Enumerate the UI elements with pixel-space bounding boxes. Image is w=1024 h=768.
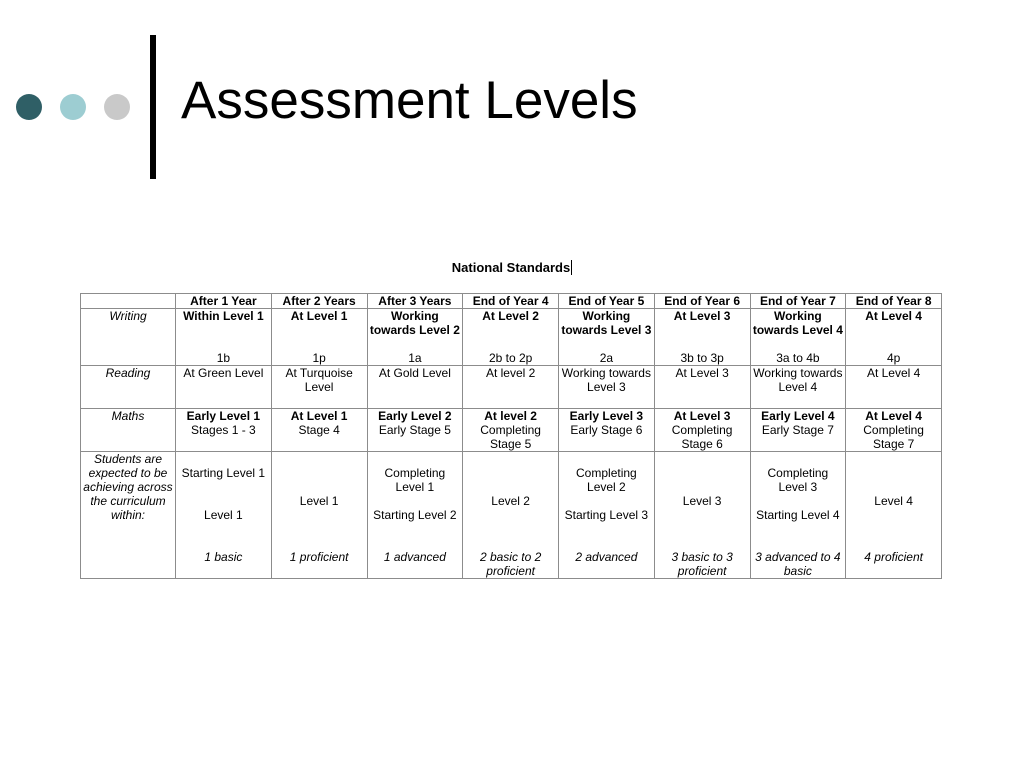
maths-level: At Level 1: [290, 409, 348, 423]
gray-dot: [104, 94, 130, 120]
row-label-writing: Writing: [81, 309, 176, 366]
row-label-maths: Maths: [81, 409, 176, 452]
document-heading: [0, 260, 1024, 275]
header-after-2-years: After 2 Years: [271, 294, 367, 309]
header-after-3-years: After 3 Years: [367, 294, 463, 309]
maths-stage: Completing Stage 6: [671, 423, 733, 451]
header-end-of-year-4: End of Year 4: [463, 294, 559, 309]
curriculum-grade: 2 basic to 2 proficient: [479, 550, 542, 578]
writing-level: At Level 3: [673, 309, 731, 323]
writing-level: Within Level 1: [183, 309, 264, 323]
row-label-reading: Reading: [81, 366, 176, 409]
row-label-curriculum: Students are expected to be achieving across the curriculum within:: [81, 452, 176, 579]
writing-cell: [176, 309, 272, 366]
header-cell-empty: [81, 294, 176, 309]
curriculum-grade: 1 advanced: [383, 550, 446, 564]
writing-cell: [750, 309, 846, 366]
reading-cell: Working towards Level 4: [750, 366, 846, 409]
reading-row: [81, 366, 942, 409]
curriculum-grade: 2 advanced: [575, 550, 638, 564]
text-caret: [571, 260, 572, 275]
curriculum-cell: [271, 452, 367, 579]
slide-title: Assessment Levels: [181, 71, 638, 130]
reading-cell: At level 2: [463, 366, 559, 409]
curriculum-cell: [176, 452, 272, 579]
maths-cell: [750, 409, 846, 452]
curriculum-grade: 3 basic to 3 proficient: [671, 550, 733, 578]
header-after-1-year: After 1 Year: [176, 294, 272, 309]
curriculum-level: Level 3: [682, 494, 722, 508]
curriculum-grade: 1 basic: [204, 550, 243, 564]
curriculum-level: Level 1: [299, 494, 339, 508]
curriculum-grade: 4 proficient: [864, 550, 923, 564]
maths-cell: [271, 409, 367, 452]
curriculum-level: Level 4: [874, 494, 913, 508]
maths-stage: Early Stage 7: [761, 423, 834, 437]
writing-cell: [271, 309, 367, 366]
header-end-of-year-6: End of Year 6: [654, 294, 750, 309]
curriculum-next: Level 1: [204, 508, 243, 522]
header-end-of-year-5: End of Year 5: [559, 294, 655, 309]
maths-level: Early Level 1: [186, 409, 261, 423]
writing-sublevel: 1p: [312, 351, 326, 365]
writing-cell: [463, 309, 559, 366]
writing-cell: [846, 309, 942, 366]
maths-level: At Level 4: [865, 409, 922, 423]
header-end-of-year-8: End of Year 8: [846, 294, 942, 309]
title-divider: [150, 35, 156, 179]
light-teal-dot: [60, 94, 86, 120]
curriculum-grade: 3 advanced to 4 basic: [755, 550, 841, 578]
curriculum-next: Starting Level 2: [373, 508, 457, 522]
curriculum-start: Completing Level 1: [384, 466, 446, 494]
curriculum-start: Completing Level 2: [576, 466, 637, 494]
reading-cell: At Green Level: [176, 366, 272, 409]
reading-cell: At Turquoise Level: [271, 366, 367, 409]
reading-cell: At Level 3: [654, 366, 750, 409]
dark-teal-dot: [16, 94, 42, 120]
curriculum-cell: [367, 452, 463, 579]
header-end-of-year-7: End of Year 7: [750, 294, 846, 309]
maths-cell: [559, 409, 655, 452]
writing-sublevel: 3b to 3p: [680, 351, 724, 365]
maths-cell: [463, 409, 559, 452]
writing-level: At Level 4: [865, 309, 922, 323]
writing-level: Working towards Level 4: [752, 309, 843, 337]
maths-level: At Level 3: [673, 409, 731, 423]
curriculum-cell: [654, 452, 750, 579]
writing-sublevel: 1b: [216, 351, 231, 365]
curriculum-cell: [846, 452, 942, 579]
curriculum-start: Completing Level 3: [767, 466, 829, 494]
slide-bullet-dots: [16, 93, 148, 121]
writing-cell: [367, 309, 463, 366]
writing-level: At Level 2: [482, 309, 539, 323]
maths-row: [81, 409, 942, 452]
writing-sublevel: 1a: [408, 351, 422, 365]
maths-stage: Stages 1 - 3: [191, 423, 256, 437]
maths-stage: Completing Stage 7: [863, 423, 924, 451]
curriculum-cell: [463, 452, 559, 579]
curriculum-next: Starting Level 3: [564, 508, 649, 522]
reading-cell: Working towards Level 3: [559, 366, 655, 409]
maths-stage: Early Stage 5: [378, 423, 451, 437]
reading-cell: At Gold Level: [367, 366, 463, 409]
national-standards-table: [80, 293, 942, 579]
writing-cell: [559, 309, 655, 366]
curriculum-cell: [750, 452, 846, 579]
document-title: National Standards: [451, 260, 571, 275]
header-row: [81, 294, 942, 309]
curriculum-level: Level 2: [491, 494, 530, 508]
maths-level: Early Level 3: [569, 409, 644, 423]
curriculum-grade: 1 proficient: [289, 550, 349, 564]
writing-row: [81, 309, 942, 366]
maths-stage: Early Stage 6: [570, 423, 643, 437]
maths-cell: [367, 409, 463, 452]
maths-level: Early Level 4: [761, 409, 835, 423]
curriculum-cell: [559, 452, 655, 579]
writing-cell: [654, 309, 750, 366]
maths-level: At level 2: [484, 409, 537, 423]
writing-level: At Level 1: [290, 309, 348, 323]
writing-level: Working towards Level 2: [369, 309, 460, 337]
reading-cell: At Level 4: [846, 366, 942, 409]
writing-sublevel: 2b to 2p: [488, 351, 533, 365]
maths-level: Early Level 2: [378, 409, 452, 423]
maths-cell: [654, 409, 750, 452]
maths-stage: Completing Stage 5: [480, 423, 541, 451]
curriculum-next: Starting Level 4: [756, 508, 840, 522]
curriculum-start: Starting Level 1: [181, 466, 266, 480]
writing-sublevel: 2a: [599, 351, 614, 365]
writing-sublevel: 3a to 4b: [776, 351, 820, 365]
maths-cell: [176, 409, 272, 452]
maths-cell: [846, 409, 942, 452]
writing-level: Working towards Level 3: [561, 309, 652, 337]
curriculum-row: [81, 452, 942, 579]
maths-stage: Stage 4: [298, 423, 340, 437]
writing-sublevel: 4p: [886, 351, 901, 365]
